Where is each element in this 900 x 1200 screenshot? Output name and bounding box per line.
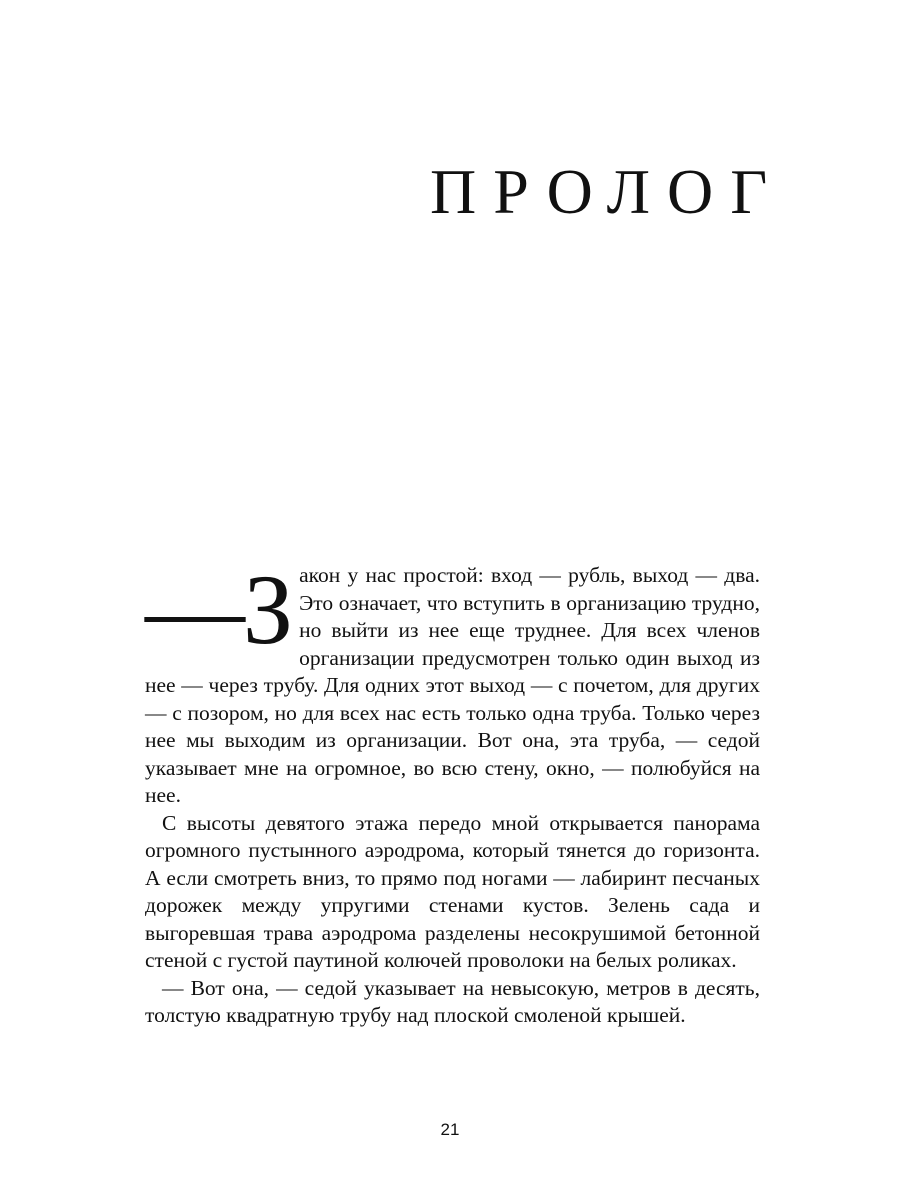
drop-cap-letter: З	[243, 554, 294, 665]
chapter-text	[145, 554, 760, 1030]
page-number: 21	[440, 1120, 460, 1139]
paragraph-1-text: акон у нас простой: вход — рубль, выход — два. Это означает, что вступить в организацию трудно, но выйти из нее еще труднее. Для всех членов организации предусмотрен только один выход из нее — через трубу. Для одних этот выход — с почетом, для других — с позором, но для всех нас есть только одна труба. Только через нее мы выходим из организации. Вот она, эта труба, — седой указывает мне на огромное, во всю стену, окно, — полюбуйся на нее.	[145, 563, 760, 807]
paragraph-3: — Вот она, — седой указывает на невысокую, метров в десять, толстую квадратную трубу над плоской смоленой крышей.	[145, 975, 760, 1027]
paragraph-1	[145, 554, 760, 810]
drop-cap-dash: —	[145, 554, 243, 665]
paragraph-2: С высоты девятого этажа передо мной открывается панорама огромного пустынного аэродрома, который тянется до горизонта. А если смотреть вниз, то прямо под ногами — лабиринт песчаных дорожек между упругими стенами кустов. Зелень сада и выгоревшая трава аэродрома разделены несокрушимой бетонной стеной с густой паутиной колючей проволоки на белых роликах.	[145, 810, 760, 972]
chapter-title: ПРОЛОГ	[430, 156, 785, 227]
drop-cap	[145, 554, 294, 665]
